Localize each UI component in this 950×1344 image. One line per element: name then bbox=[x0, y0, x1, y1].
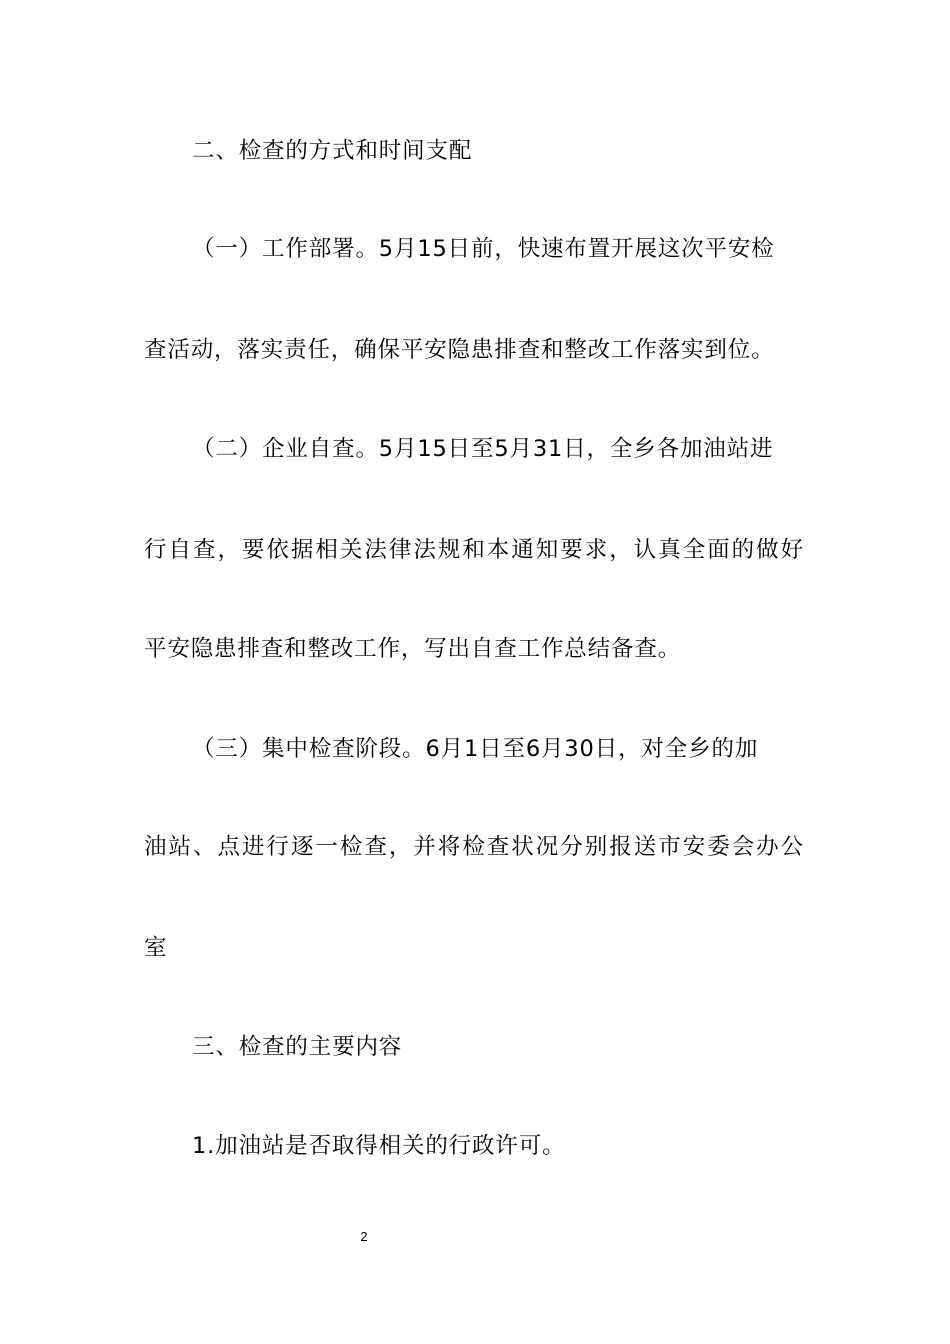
list-item-1: 1.加油站是否取得相关的行政许可。 bbox=[192, 1133, 566, 1159]
page-number: 2 bbox=[360, 1229, 368, 1244]
paragraph-2-line-3: 平安隐患排查和整改工作，写出自查工作总结备查。 bbox=[144, 636, 682, 662]
section-heading-3: 三、检查的主要内容 bbox=[192, 1034, 403, 1060]
paragraph-1-line-1: （一）工作部署。5月15日前，快速布置开展这次平安检 bbox=[192, 236, 775, 262]
section-heading-2: 二、检查的方式和时间支配 bbox=[192, 138, 473, 164]
paragraph-3-line-2: 油站、点进行逐一检查，并将检查状况分别报送市安委会办公 bbox=[144, 834, 804, 860]
paragraph-1-line-2: 查活动，落实责任，确保平安隐患排查和整改工作落实到位。 bbox=[144, 337, 775, 363]
paragraph-2-line-2: 行自查，要依据相关法律法规和本通知要求，认真全面的做好 bbox=[144, 537, 804, 563]
paragraph-3-line-1: （三）集中检查阶段。6月1日至6月30日，对全乡的加 bbox=[192, 736, 759, 762]
paragraph-2-line-1: （二）企业自查。5月15日至5月31日，全乡各加油站进 bbox=[192, 436, 774, 462]
paragraph-3-line-3: 室 bbox=[144, 935, 168, 961]
